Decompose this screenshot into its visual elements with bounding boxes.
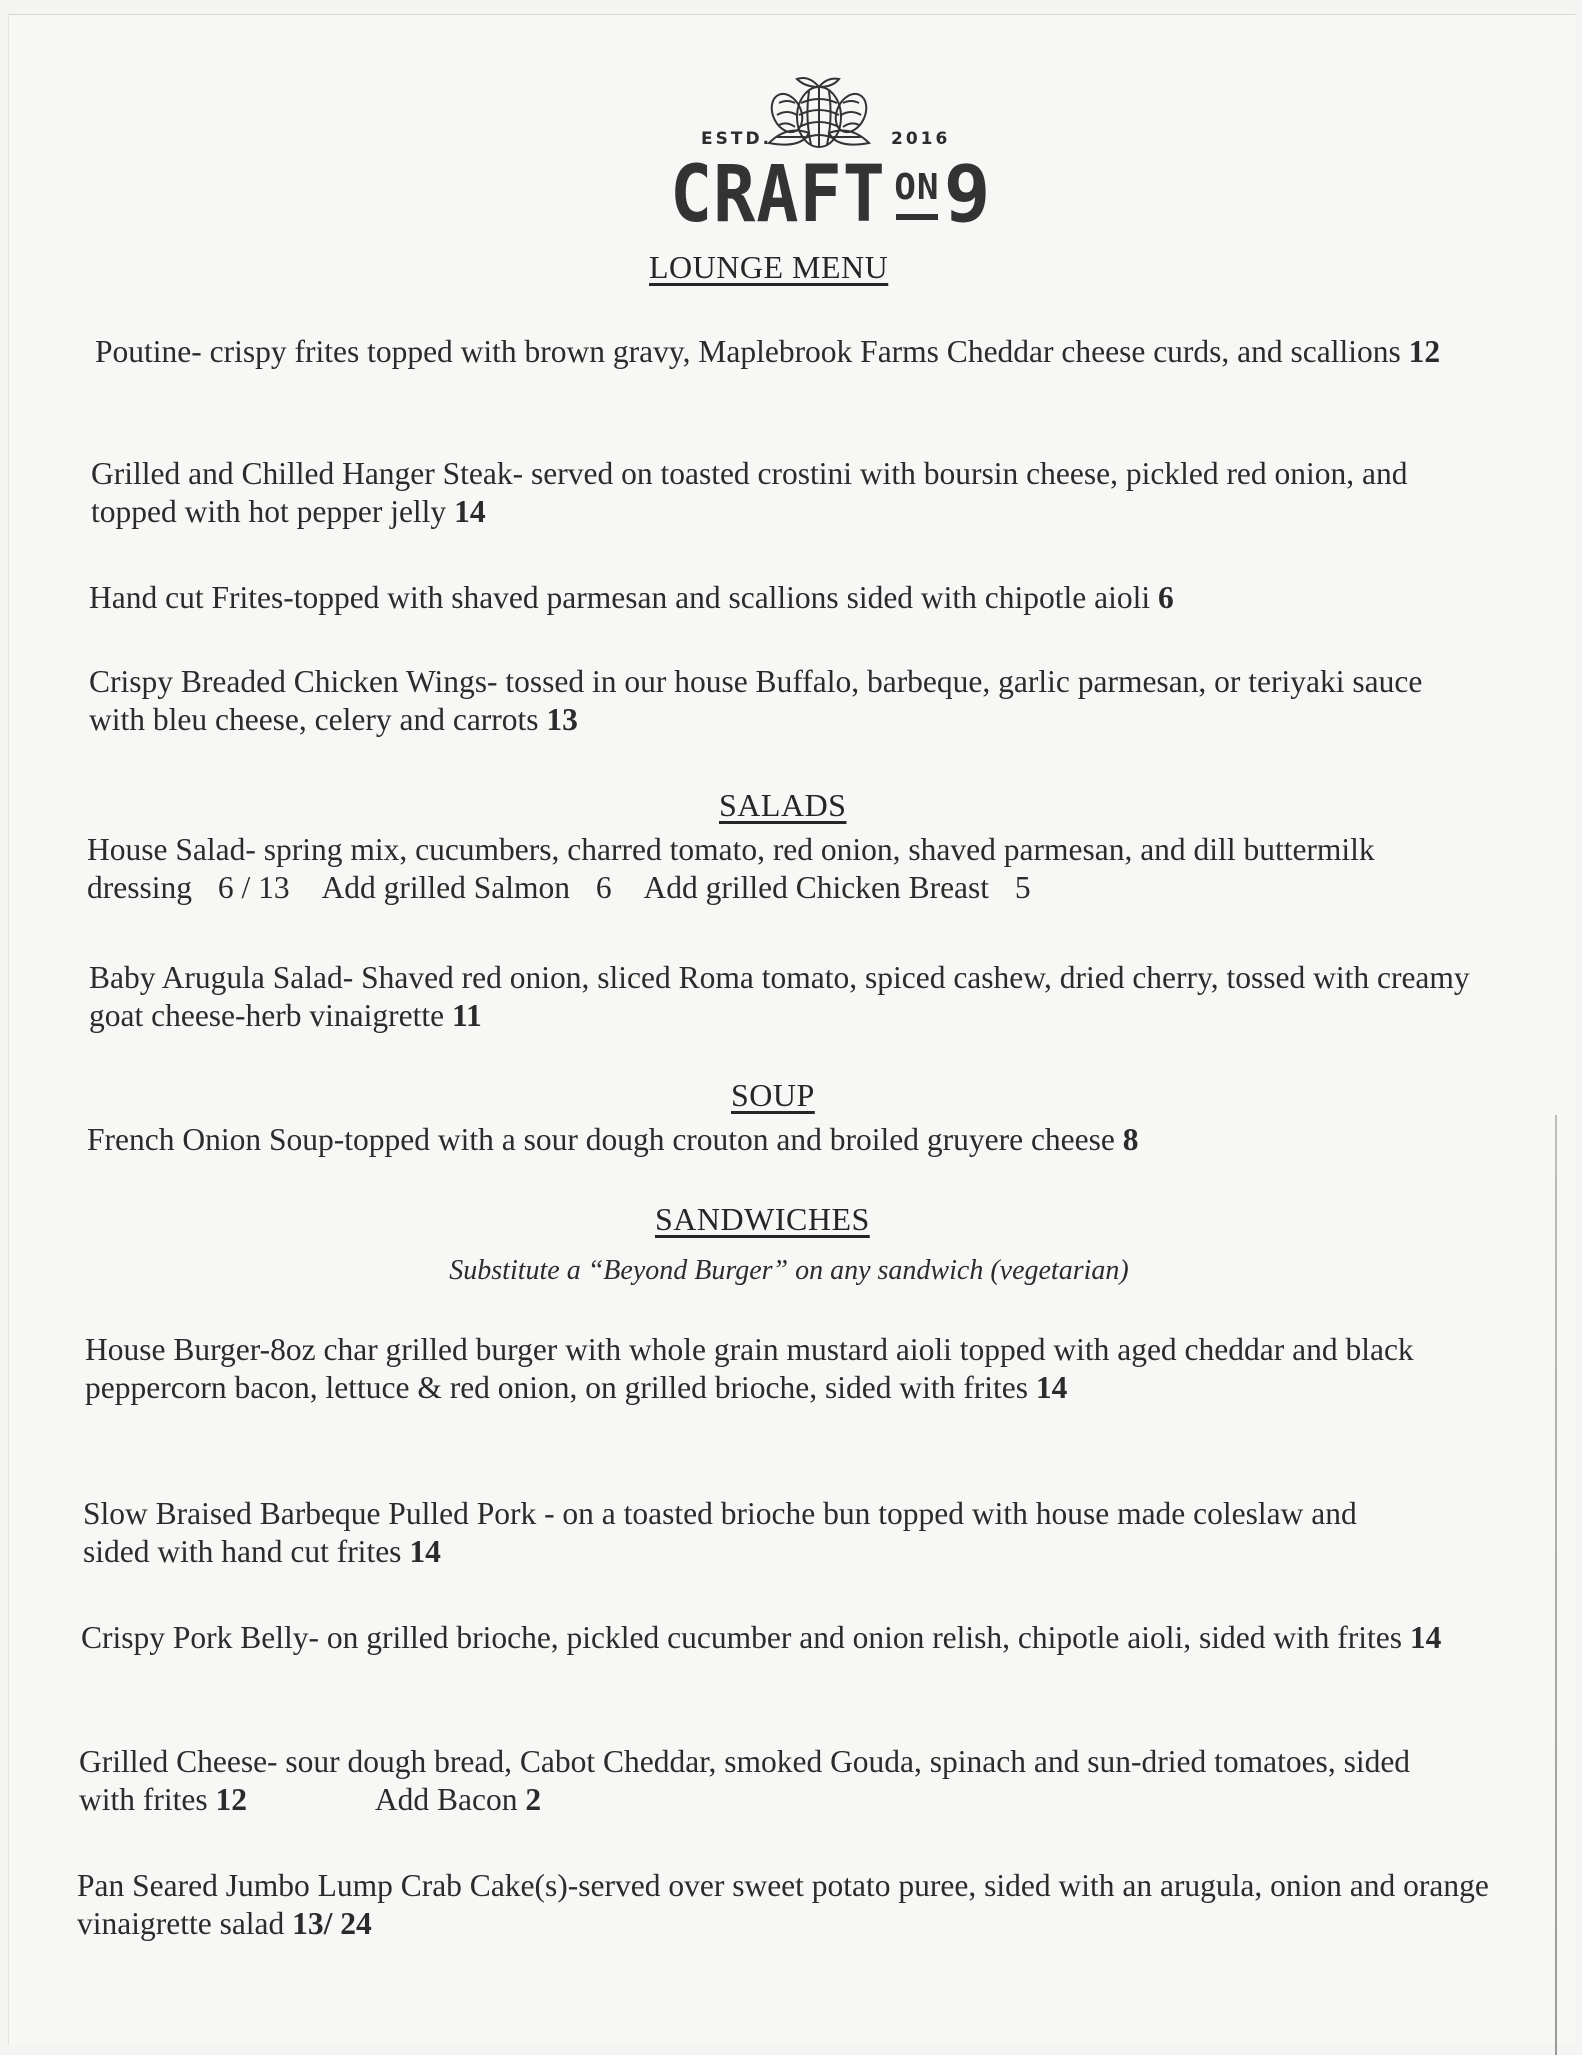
item-description: Grilled and Chilled Hanger Steak- served on toasted crostini with boursin cheese, pickled red onion, and topped with hot pepper jelly xyxy=(91,456,1408,529)
menu-item-frites xyxy=(89,579,1539,617)
brand-name-craft: CRAFT xyxy=(670,150,887,240)
item-price: 14 xyxy=(1035,1370,1068,1405)
soup-heading: SOUP xyxy=(731,1077,815,1113)
item-price: 8 xyxy=(1122,1122,1139,1157)
menu-item-poutine xyxy=(95,333,1515,371)
brand-wordmark xyxy=(629,150,1009,240)
addon-bacon-label: Add Bacon xyxy=(374,1782,518,1817)
menu-item-chicken-wings xyxy=(89,663,1469,739)
menu-item-pulled-pork xyxy=(83,1495,1383,1571)
established-label: ESTD. xyxy=(701,129,773,149)
item-description: Baby Arugula Salad- Shaved red onion, sliced Roma tomato, spiced cashew, dried cherry, tossed with creamy goat cheese-herb vinaigrette xyxy=(89,960,1470,1033)
brand-name-nine: 9 xyxy=(943,150,992,240)
item-description: House Burger-8oz char grilled burger with whole grain mustard aioli topped with aged cheddar and black peppercorn bacon, lettuce & red onion, on grilled brioche, sided with frites xyxy=(85,1332,1414,1405)
menu-item-crab-cake xyxy=(77,1867,1497,1943)
menu-item-pork-belly xyxy=(81,1619,1481,1657)
addon-salmon-label: Add grilled Salmon xyxy=(321,870,570,905)
item-price: 6 / 13 xyxy=(217,870,290,905)
brand-name-on: ON xyxy=(894,167,940,208)
sandwiches-note: Substitute a “Beyond Burger” on any sandwich (vegetarian) xyxy=(449,1255,1129,1286)
item-description: Crispy Breaded Chicken Wings- tossed in our house Buffalo, barbeque, garlic parmesan, or teriyaki sauce with bleu cheese, celery and carrots xyxy=(89,664,1423,737)
addon-bacon-price: 2 xyxy=(525,1782,542,1817)
addon-salmon-price: 6 xyxy=(595,870,612,905)
item-description: House Salad- spring mix, cucumbers, charred tomato, red onion, shaved parmesan, and dill buttermilk dressing xyxy=(87,832,1375,905)
menu-page xyxy=(8,14,1575,2045)
item-description: Grilled Cheese- sour dough bread, Cabot Cheddar, smoked Gouda, spinach and sun-dried tomatoes, sided with frites xyxy=(79,1744,1411,1817)
hops-cone-icon xyxy=(757,73,881,155)
menu-item-hanger-steak xyxy=(91,455,1491,531)
menu-item-grilled-cheese xyxy=(79,1743,1419,1819)
menu-item-house-salad xyxy=(87,831,1487,907)
item-description: Hand cut Frites-topped with shaved parmesan and scallions sided with chipotle aioli xyxy=(89,580,1151,615)
item-price: 14 xyxy=(454,494,486,529)
addon-chicken-label: Add grilled Chicken Breast xyxy=(643,870,990,905)
established-year: 2016 xyxy=(891,129,951,149)
sandwiches-heading: SANDWICHES xyxy=(655,1201,870,1237)
addon-chicken-price: 5 xyxy=(1014,870,1031,905)
item-description: Crispy Pork Belly- on grilled brioche, pickled cucumber and onion relish, chipotle aioli, sided with frites xyxy=(81,1620,1402,1655)
menu-title: LOUNGE MENU xyxy=(649,249,889,285)
salads-heading: SALADS xyxy=(719,787,847,823)
item-description: Slow Braised Barbeque Pulled Pork - on a toasted brioche bun topped with house made coleslaw and sided with hand cut frites xyxy=(83,1496,1357,1569)
menu-item-arugula-salad xyxy=(89,959,1509,1035)
item-price: 14 xyxy=(1409,1620,1442,1655)
menu-item-house-burger xyxy=(85,1331,1475,1407)
brand-logo xyxy=(629,73,1009,243)
item-description: French Onion Soup-topped with a sour dough crouton and broiled gruyere cheese xyxy=(87,1122,1115,1157)
item-price: 12 xyxy=(1408,334,1441,369)
scan-edge-line xyxy=(1555,1115,1557,2055)
item-price: 13/ 24 xyxy=(292,1906,372,1941)
item-price: 14 xyxy=(409,1534,441,1569)
item-description: Pan Seared Jumbo Lump Crab Cake(s)-served over sweet potato puree, sided with an arugula, onion and orange vinaigrette salad xyxy=(77,1868,1489,1941)
item-description: Poutine- crispy frites topped with brown gravy, Maplebrook Farms Cheddar cheese curds, and scallions xyxy=(95,334,1401,369)
item-price: 12 xyxy=(215,1782,247,1817)
item-price: 13 xyxy=(546,702,578,737)
item-price: 11 xyxy=(451,998,482,1033)
menu-item-french-onion-soup xyxy=(87,1121,1537,1159)
item-price: 6 xyxy=(1158,580,1174,615)
